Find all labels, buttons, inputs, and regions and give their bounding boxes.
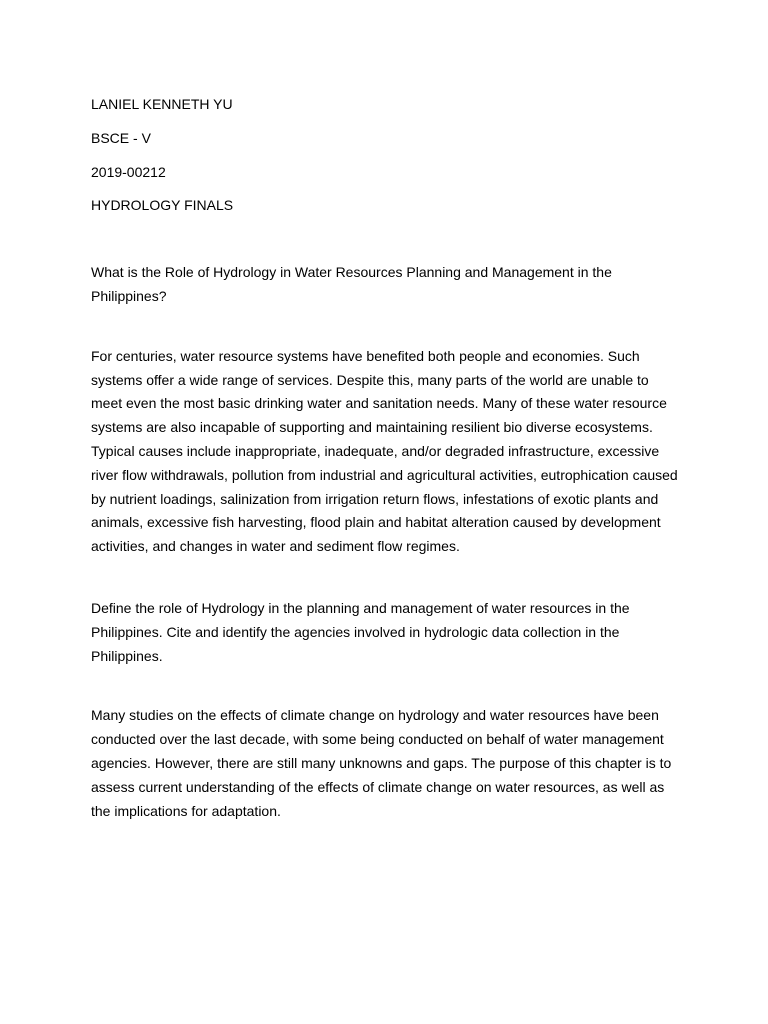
author-name: LANIEL KENNETH YU (91, 96, 233, 112)
spacer (91, 668, 681, 704)
spacer (91, 559, 681, 597)
document-content (91, 93, 681, 823)
course-section: BSCE - V (91, 129, 151, 146)
paragraph-climate: Many studies on the effects of climate change on hydrology and water resources have been conducted over the last decade, with some being conducted on behalf of water management agencies. However, there are still many unknowns and gaps. The purpose of this chapter is to assess current understanding of the effects of climate change on water resources, as well as the implications for adaptation. (91, 707, 672, 819)
question-text: What is the Role of Hydrology in Water Resources Planning and Management in the Philippines? (91, 264, 612, 304)
subject-title: HYDROLOGY FINALS (91, 197, 234, 214)
spacer (91, 309, 681, 345)
prompt-text: Define the role of Hydrology in the planning and management of water resources in the Philippines. Cite and identify the agencies involved in hydrologic data collection in the Philippines. (91, 599, 630, 664)
paragraph-intro: For centuries, water resource systems have benefited both people and economies. Such systems offer a wide range of services. Despite this, many parts of the world are unable to meet even the most basic drinking water and sanitation needs. Many of these water resource systems are also incapable of supporting and maintaining resilient bio diverse ecosystems. Typical causes include inappropriate, inadequate, and/or degraded infrastructure, excessive river flow withdrawals, pollution from industrial and agricultural activities, eutrophication caused by nutrient loadings, salinization from irrigation return flows, infestations of exotic plants and animals, excessive fish harvesting, flood plain and habitat alteration caused by development activities, and changes in water and sediment flow regimes. (91, 347, 678, 555)
spacer (91, 228, 681, 261)
student-id: 2019-00212 (91, 163, 166, 180)
